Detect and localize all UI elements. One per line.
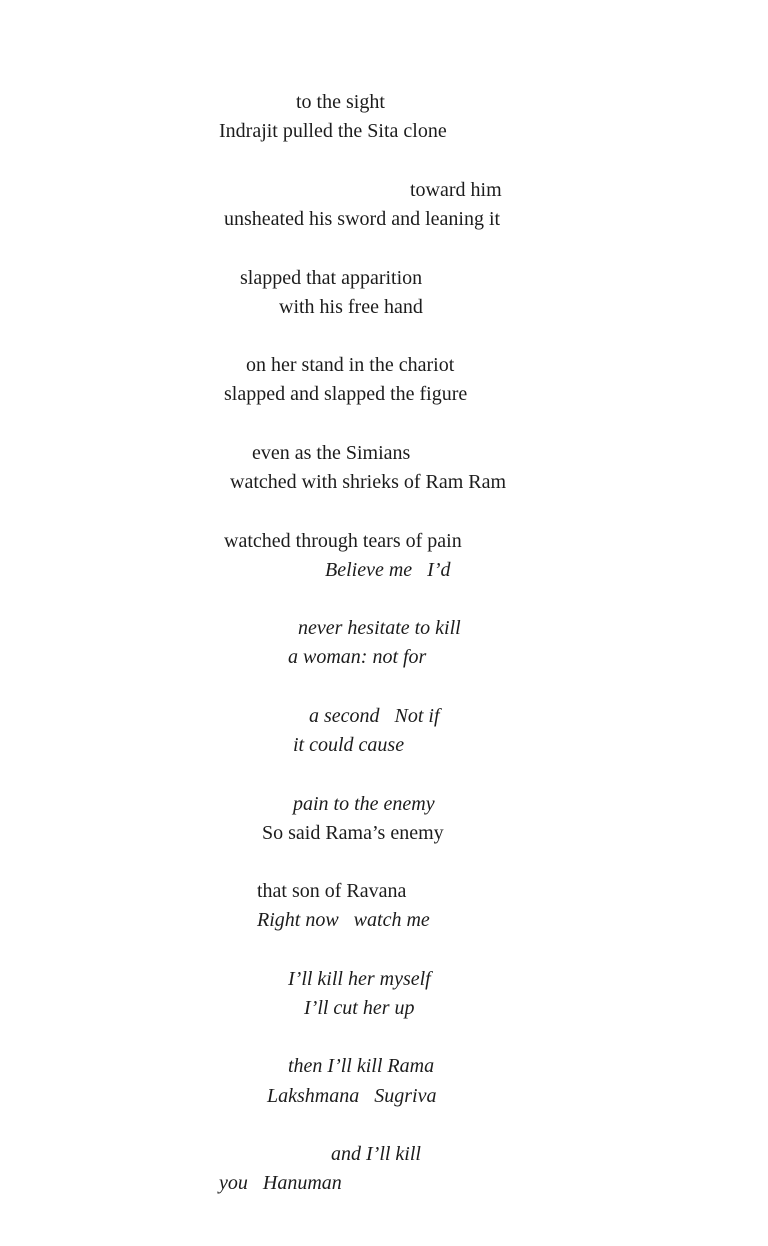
poem-line: I’ll kill her myself bbox=[288, 968, 431, 990]
poem-line: slapped and slapped the figure bbox=[224, 383, 468, 405]
poem-line: even as the Simians bbox=[252, 442, 411, 464]
poem-line: it could cause bbox=[293, 734, 405, 756]
poem-line: So said Rama’s enemy bbox=[262, 822, 444, 844]
poem-line: that son of Ravana bbox=[257, 880, 407, 902]
poem-line: on her stand in the chariot bbox=[246, 354, 455, 376]
poem-line: with his free hand bbox=[279, 296, 423, 318]
poem-line: toward him bbox=[410, 179, 502, 201]
poem-line: never hesitate to kill bbox=[298, 617, 461, 639]
poem-line: a second Not if bbox=[309, 705, 440, 727]
poem-line: a woman: not for bbox=[288, 646, 427, 668]
poem-line: Believe me I’d bbox=[325, 559, 451, 581]
poem-line: Indrajit pulled the Sita clone bbox=[219, 120, 447, 142]
poem-line: watched through tears of pain bbox=[224, 530, 462, 552]
poem-line: slapped that apparition bbox=[240, 267, 423, 289]
poem-line: you Hanuman bbox=[219, 1172, 342, 1194]
poem-line: watched with shrieks of Ram Ram bbox=[230, 471, 507, 493]
poem-line: Right now watch me bbox=[257, 909, 430, 931]
poem-line: then I’ll kill Rama bbox=[288, 1055, 435, 1077]
poem-line: unsheated his sword and leaning it bbox=[224, 208, 501, 230]
poem-line: pain to the enemy bbox=[293, 793, 435, 815]
poem-line: Lakshmana Sugriva bbox=[267, 1085, 437, 1107]
poem-line: to the sight bbox=[296, 91, 385, 113]
poem-line: and I’ll kill bbox=[331, 1143, 421, 1165]
poem-line: I’ll cut her up bbox=[304, 997, 415, 1019]
